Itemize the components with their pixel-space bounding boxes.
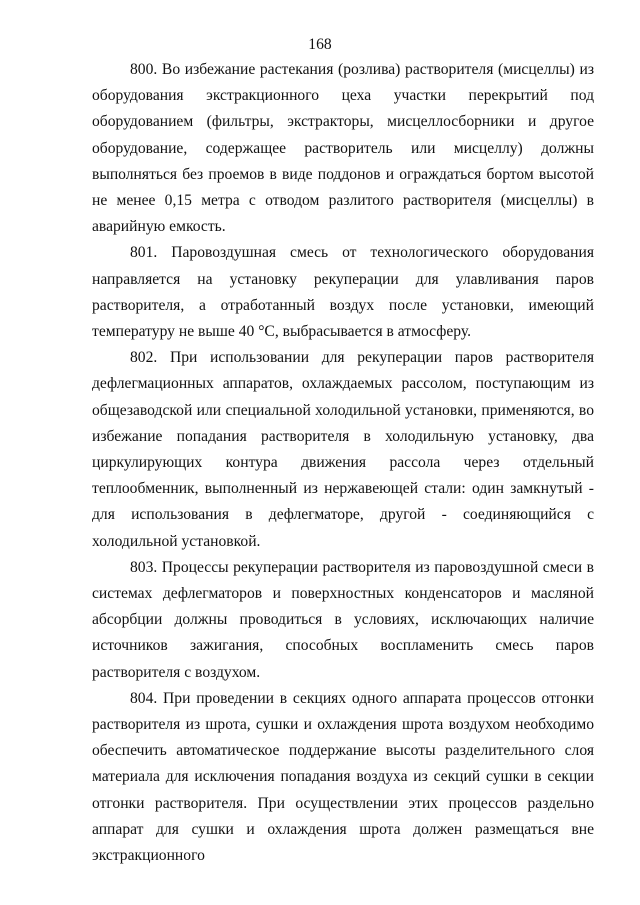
document-body <box>92 57 594 869</box>
paragraph-804: 804. При проведении в секциях одного аппарата процессов отгонки растворителя из шрота, сушки и охлаждения шрота воздухом необходимо обеспечить автоматическое поддержание высоты разделительного слоя материала для исключения попадания воздуха из секций сушки в секции отгонки растворителя. При осуществлении этих процессов раздельно аппарат для сушки и охлаждения шрота должен размещаться вне экстракционного <box>92 689 594 865</box>
page-number: 168 <box>308 36 332 53</box>
paragraph-803: 803. Процессы рекуперации растворителя из паровоздушной смеси в системах дефлегматоров и поверхностных конденсаторов и масляной абсорбции должны проводиться в условиях, исключающих наличие источников зажигания, способных воспламенить смесь паров растворителя с воздухом. <box>92 558 594 681</box>
paragraph-800: 800. Во избежание растекания (розлива) растворителя (мисцеллы) из оборудования экстракционного цеха участки перекрытий под оборудованием (фильтры, экстракторы, мисцеллосборники и другое оборудование, содержащее растворитель или мисцеллу) должны выполняться без проемов в виде поддонов и ограждаться бортом высотой не менее 0,15 метра с отводом разлитого растворителя (мисцеллы) в аварийную емкость. <box>92 61 594 236</box>
paragraph-801: 801. Паровоздушная смесь от технологического оборудования направляется на установку рекуперации для улавливания паров растворителя, а отработанный воздух после установки, имеющий температуру не выше 40 °С, выбрасывается в атмосферу. <box>92 244 594 341</box>
paragraph-802: 802. При использовании для рекуперации паров растворителя дефлегмационных аппаратов, охлаждаемых рассолом, поступающим из общезаводской или специальной холодильной установки, применяются, во избежание попадания растворителя в холодильную установку, два циркулирующих контура движения рассола через отдельный теплообменник, выполненный из нержавеющей стали: один замкнутый - для использования в дефлегматоре, другой - соединяющийся с холодильной установкой. <box>92 349 594 550</box>
